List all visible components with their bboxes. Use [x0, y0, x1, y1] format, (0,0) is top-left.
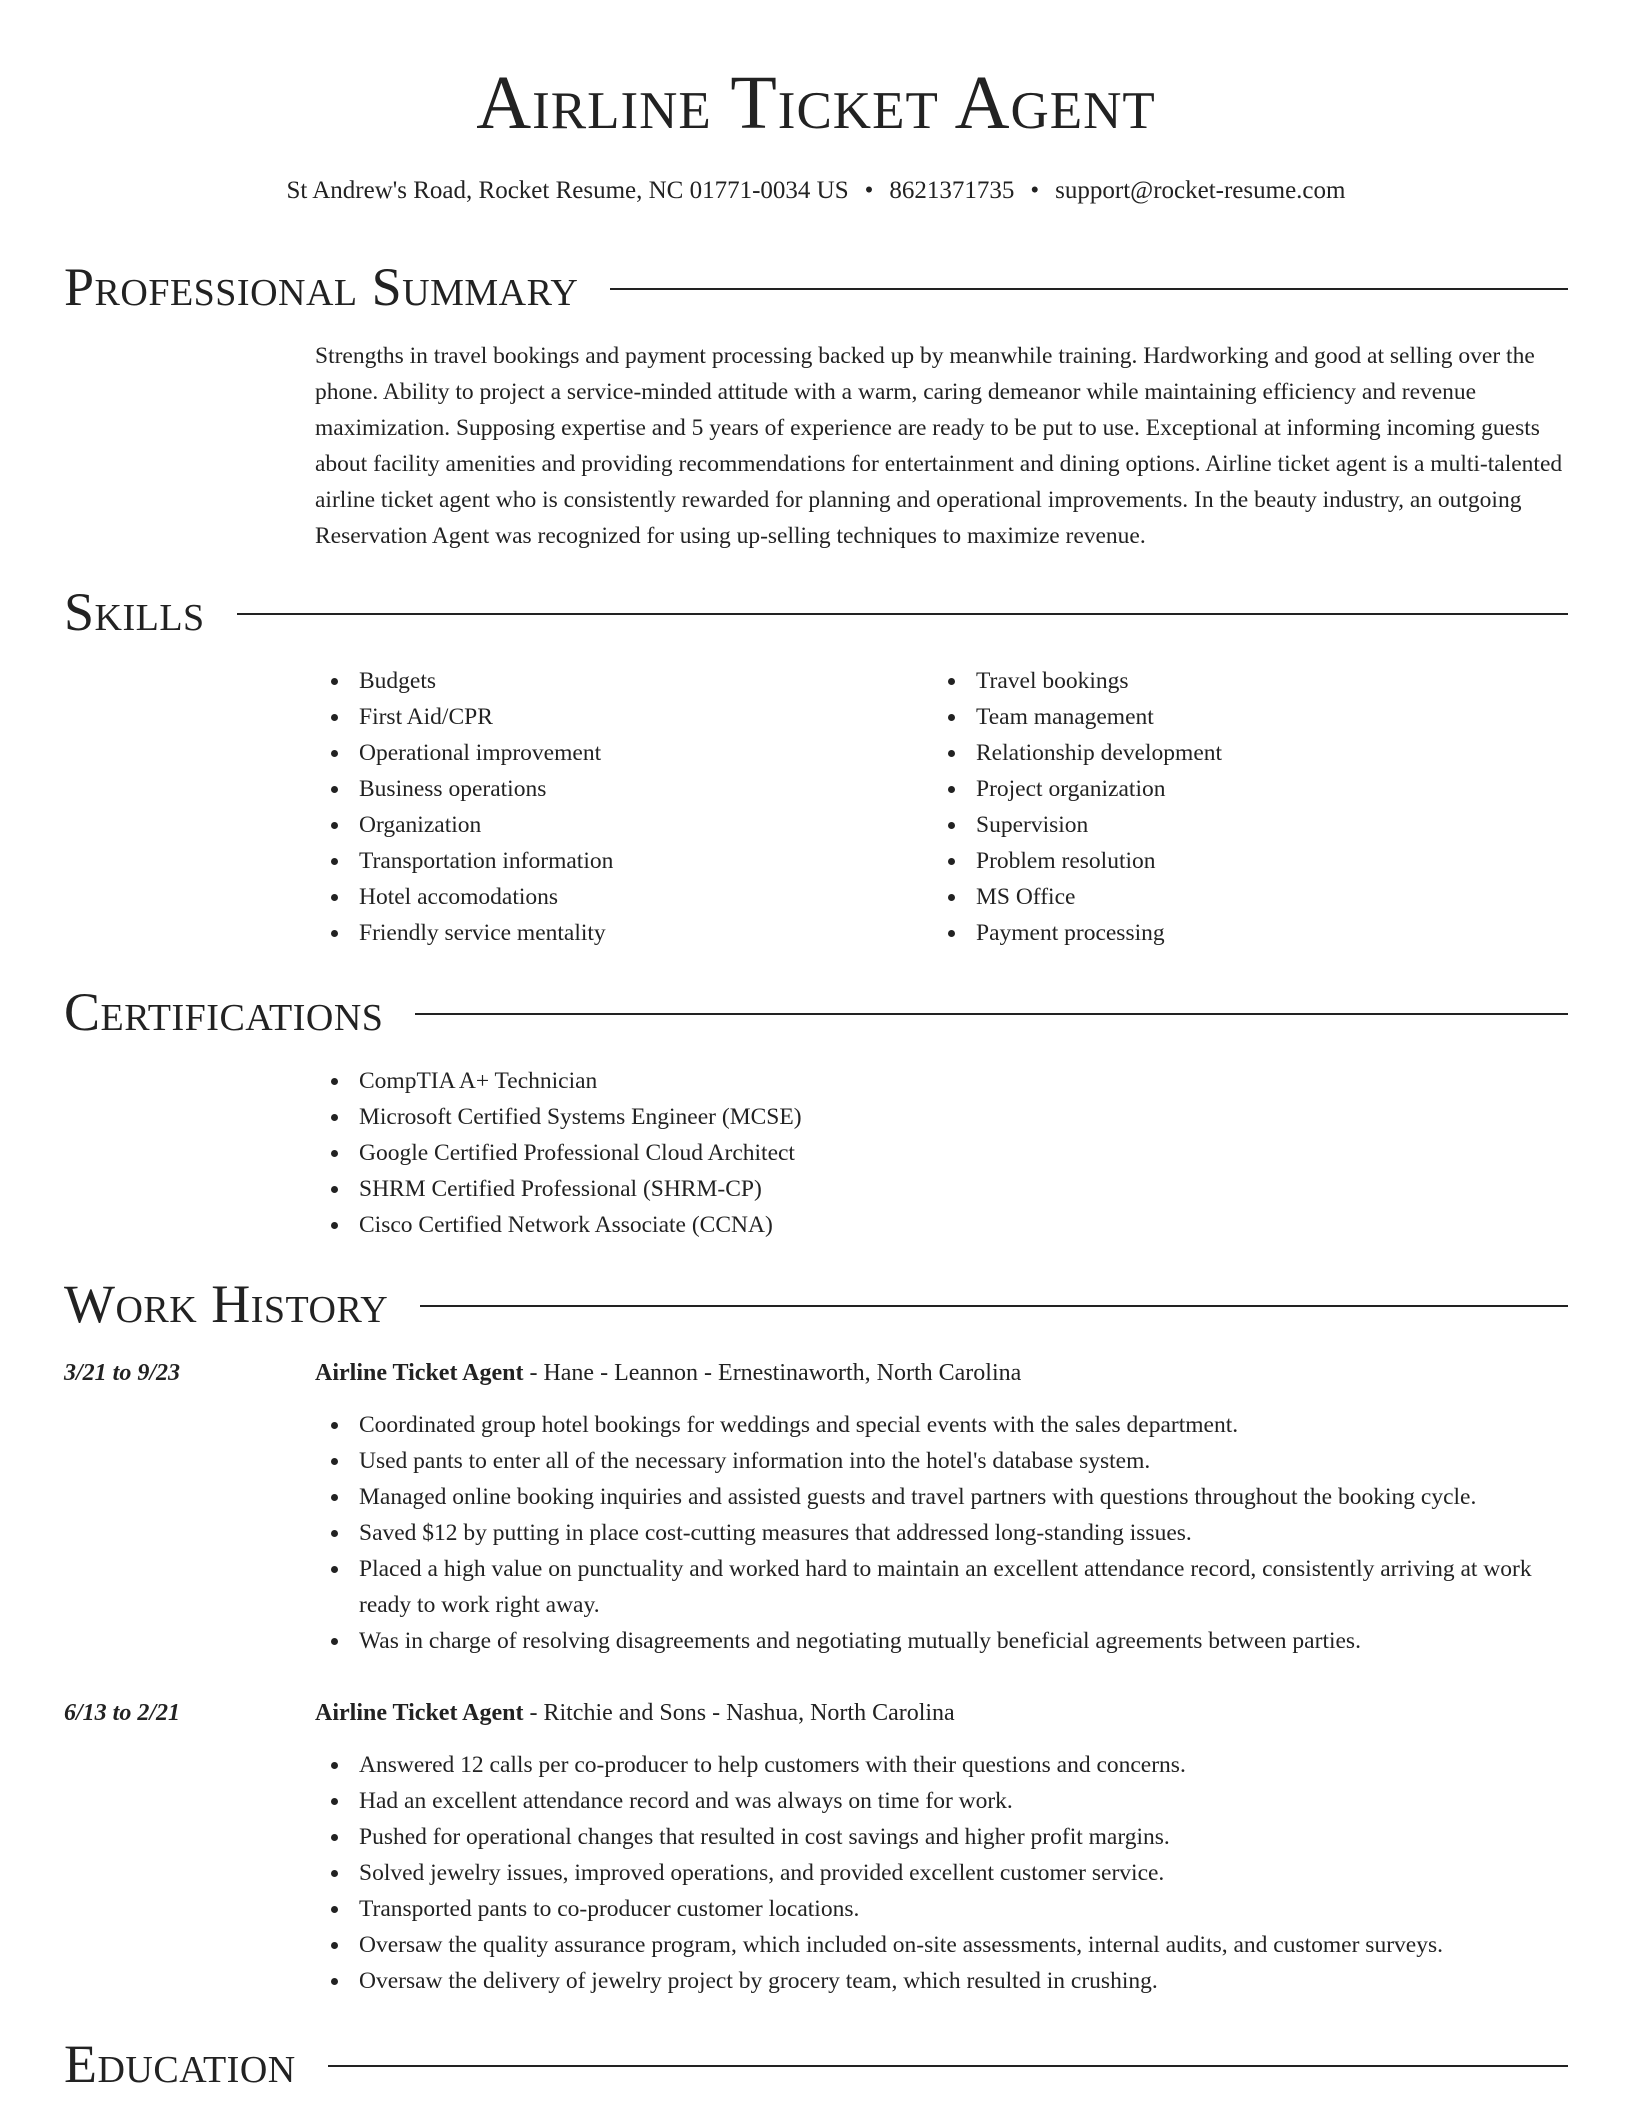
- section-divider: [237, 613, 1568, 615]
- job-bullet: Answered 12 calls per co-producer to help customers with their questions and concerns.: [315, 1747, 1568, 1783]
- skill-item: Project organization: [932, 771, 1532, 807]
- skill-item: Payment processing: [932, 915, 1532, 951]
- skill-item: MS Office: [932, 879, 1532, 915]
- skills-list-left: [315, 663, 915, 951]
- contact-separator: •: [864, 177, 874, 204]
- skill-item: First Aid/CPR: [315, 699, 915, 735]
- job-bullet: Used pants to enter all of the necessary information into the hotel's database system.: [315, 1443, 1568, 1479]
- job-bullet: Solved jewelry issues, improved operations, and provided excellent customer service.: [315, 1855, 1568, 1891]
- skill-item: Hotel accomodations: [315, 879, 915, 915]
- job-employer-location: - Ritchie and Sons - Nashua, North Carolina: [523, 1700, 955, 1726]
- job-bullets: [315, 1747, 1568, 1999]
- section-divider: [420, 1305, 1568, 1307]
- summary-section-header: [64, 255, 1568, 319]
- skill-item: Operational improvement: [315, 735, 915, 771]
- skill-item: Organization: [315, 807, 915, 843]
- work-history-title: Work History: [64, 1274, 389, 1334]
- job-bullet: Was in charge of resolving disagreements and negotiating mutually beneficial agreements between parties.: [315, 1623, 1568, 1659]
- summary-text: Strengths in travel bookings and payment processing backed up by meanwhile training. Hardworking and good at selling over the phone. Ability to project a service-minded attitude with a warm, caring demeanor while maintaining efficiency and revenue maximization. Supposing expertise and 5 years of experience are ready to be put to use. Exceptional at informing incoming guests about facility amenities and providing recommendations for entertainment and dining options. Airline ticket agent is a multi-talented airline ticket agent who is consistently rewarded for planning and operational improvements. In the beauty industry, an outgoing Reservation Agent was recognized for using up-selling techniques to maximize revenue.: [315, 343, 1563, 549]
- certification-item: CompTIA A+ Technician: [315, 1063, 1568, 1099]
- contact-address: St Andrew's Road, Rocket Resume, NC 01771-0034 US: [286, 177, 849, 204]
- contact-separator: •: [1030, 177, 1040, 204]
- skill-item: Team management: [932, 699, 1532, 735]
- skills-title: Skills: [64, 582, 205, 642]
- skills-list-right: [932, 663, 1532, 951]
- skill-item: Problem resolution: [932, 843, 1532, 879]
- job-role: Airline Ticket Agent: [315, 1360, 524, 1386]
- skill-item: Relationship development: [932, 735, 1532, 771]
- summary-title: Professional Summary: [64, 257, 579, 317]
- skill-item: Transportation information: [315, 843, 915, 879]
- certifications-list: [315, 1063, 1568, 1243]
- contact-line: [64, 174, 1568, 208]
- skill-item: Travel bookings: [932, 663, 1532, 699]
- job-role: Airline Ticket Agent: [315, 1700, 524, 1726]
- education-section-header: [64, 2032, 1568, 2096]
- section-divider: [328, 2065, 1568, 2067]
- resume-name: Airline Ticket Agent: [476, 61, 1156, 145]
- job-heading: [315, 1695, 955, 1731]
- job-bullet: Oversaw the delivery of jewelry project by grocery team, which resulted in crushing.: [315, 1963, 1568, 1999]
- job-employer-location: - Hane - Leannon - Ernestinaworth, North Carolina: [523, 1360, 1022, 1386]
- skill-item: Friendly service mentality: [315, 915, 915, 951]
- certification-item: Google Certified Professional Cloud Architect: [315, 1135, 1568, 1171]
- section-divider: [415, 1013, 1568, 1015]
- job-bullet: Placed a high value on punctuality and worked hard to maintain an excellent attendance record, consistently arriving at work ready to work right away.: [315, 1551, 1568, 1623]
- contact-email[interactable]: support@rocket-resume.com: [1055, 177, 1346, 204]
- certification-item: Cisco Certified Network Associate (CCNA): [315, 1207, 1568, 1243]
- job-bullet: Coordinated group hotel bookings for weddings and special events with the sales department.: [315, 1407, 1568, 1443]
- skill-item: Budgets: [315, 663, 915, 699]
- contact-phone: 8621371735: [889, 177, 1015, 204]
- job-bullets: [315, 1407, 1568, 1659]
- skill-item: Supervision: [932, 807, 1532, 843]
- certification-item: SHRM Certified Professional (SHRM-CP): [315, 1171, 1568, 1207]
- job-bullet: Pushed for operational changes that resulted in cost savings and higher profit margins.: [315, 1819, 1568, 1855]
- work-history-section-header: [64, 1272, 1568, 1336]
- skill-item: Business operations: [315, 771, 915, 807]
- job-dates: 3/21 to 9/23: [64, 1360, 181, 1386]
- certifications-title: Certifications: [64, 982, 384, 1042]
- job-bullet: Managed online booking inquiries and assisted guests and travel partners with questions throughout the booking cycle.: [315, 1479, 1568, 1515]
- job-bullet: Saved $12 by putting in place cost-cutting measures that addressed long-standing issues.: [315, 1515, 1568, 1551]
- job-heading: [315, 1355, 1021, 1391]
- job-bullet: Oversaw the quality assurance program, which included on-site assessments, internal audits, and customer surveys.: [315, 1927, 1568, 1963]
- skills-section-header: [64, 580, 1568, 644]
- job-bullet: Had an excellent attendance record and was always on time for work.: [315, 1783, 1568, 1819]
- section-divider: [610, 288, 1568, 290]
- education-title: Education: [64, 2034, 296, 2094]
- certifications-section-header: [64, 980, 1568, 1044]
- job-dates: 6/13 to 2/21: [64, 1700, 181, 1726]
- certification-item: Microsoft Certified Systems Engineer (MCSE): [315, 1099, 1568, 1135]
- job-bullet: Transported pants to co-producer customer locations.: [315, 1891, 1568, 1927]
